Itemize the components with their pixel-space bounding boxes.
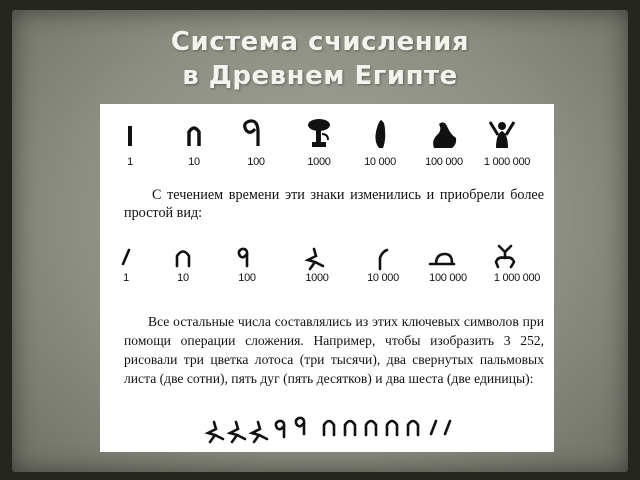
finger-icon <box>375 120 385 148</box>
textbook-page <box>100 104 554 452</box>
number-label: 100 <box>238 272 256 284</box>
number-label: 10 000 <box>364 156 396 168</box>
arch-icon <box>324 421 334 435</box>
arch-icon <box>387 421 397 435</box>
lotus-icon <box>308 119 330 147</box>
lotus-cursive-icon <box>308 249 323 269</box>
slash-icon <box>123 250 129 264</box>
number-label: 100 000 <box>429 272 467 284</box>
coil-icon <box>276 421 284 437</box>
tadpole-icon <box>433 122 456 148</box>
example-3252-signs <box>100 410 554 452</box>
paragraph-simplified-signs: С течением времени эти знаки изменились и приобрели более простой вид: <box>124 187 544 221</box>
number-label: 100 <box>247 156 265 168</box>
tadpole-cursive-icon <box>430 254 454 264</box>
paragraph-example-3252: Все остальные числа составлялись из этих ключевых символов при помощи операции сложения. Например, чтобы изобразить 3 252, рисовали три цветка лотоса (три тысячи), два свернутых пальмовых листа (две сотни), пять дуг (пять десятков) и два шеста (две единицы): <box>124 314 544 386</box>
slash-icon <box>431 421 436 434</box>
number-label: 1 <box>127 156 133 168</box>
stroke-icon <box>128 126 132 146</box>
god-cursive-icon <box>496 246 514 267</box>
number-label: 10 <box>177 272 189 284</box>
arch-icon <box>366 421 376 435</box>
arch-icon <box>177 252 189 267</box>
finger-cursive-icon <box>380 250 387 269</box>
number-label: 10 <box>188 156 200 168</box>
number-label: 1 000 000 <box>493 272 541 284</box>
arch-icon <box>408 421 418 435</box>
slash-icon <box>445 421 450 434</box>
lotus-cursive-icon <box>252 422 267 442</box>
number-label: 1 <box>123 272 129 284</box>
number-label: 100 000 <box>425 156 463 168</box>
coil-icon <box>239 249 247 266</box>
number-label: 1000 <box>307 156 331 168</box>
slide-title-line2: в Древнем Египте <box>182 61 458 91</box>
lotus-cursive-icon <box>208 422 223 442</box>
coiled-rope-icon <box>245 121 258 146</box>
coil-icon <box>296 418 304 434</box>
kneeling-god-icon <box>490 122 514 148</box>
number-label: 1000 <box>305 272 329 284</box>
arch-icon <box>345 421 355 435</box>
heel-bone-icon <box>189 128 199 146</box>
number-label: 10 000 <box>367 272 399 284</box>
lotus-cursive-icon <box>230 422 245 442</box>
number-label: 1 000 000 <box>483 156 531 168</box>
slide-title-line1: Система счисления <box>170 27 470 57</box>
